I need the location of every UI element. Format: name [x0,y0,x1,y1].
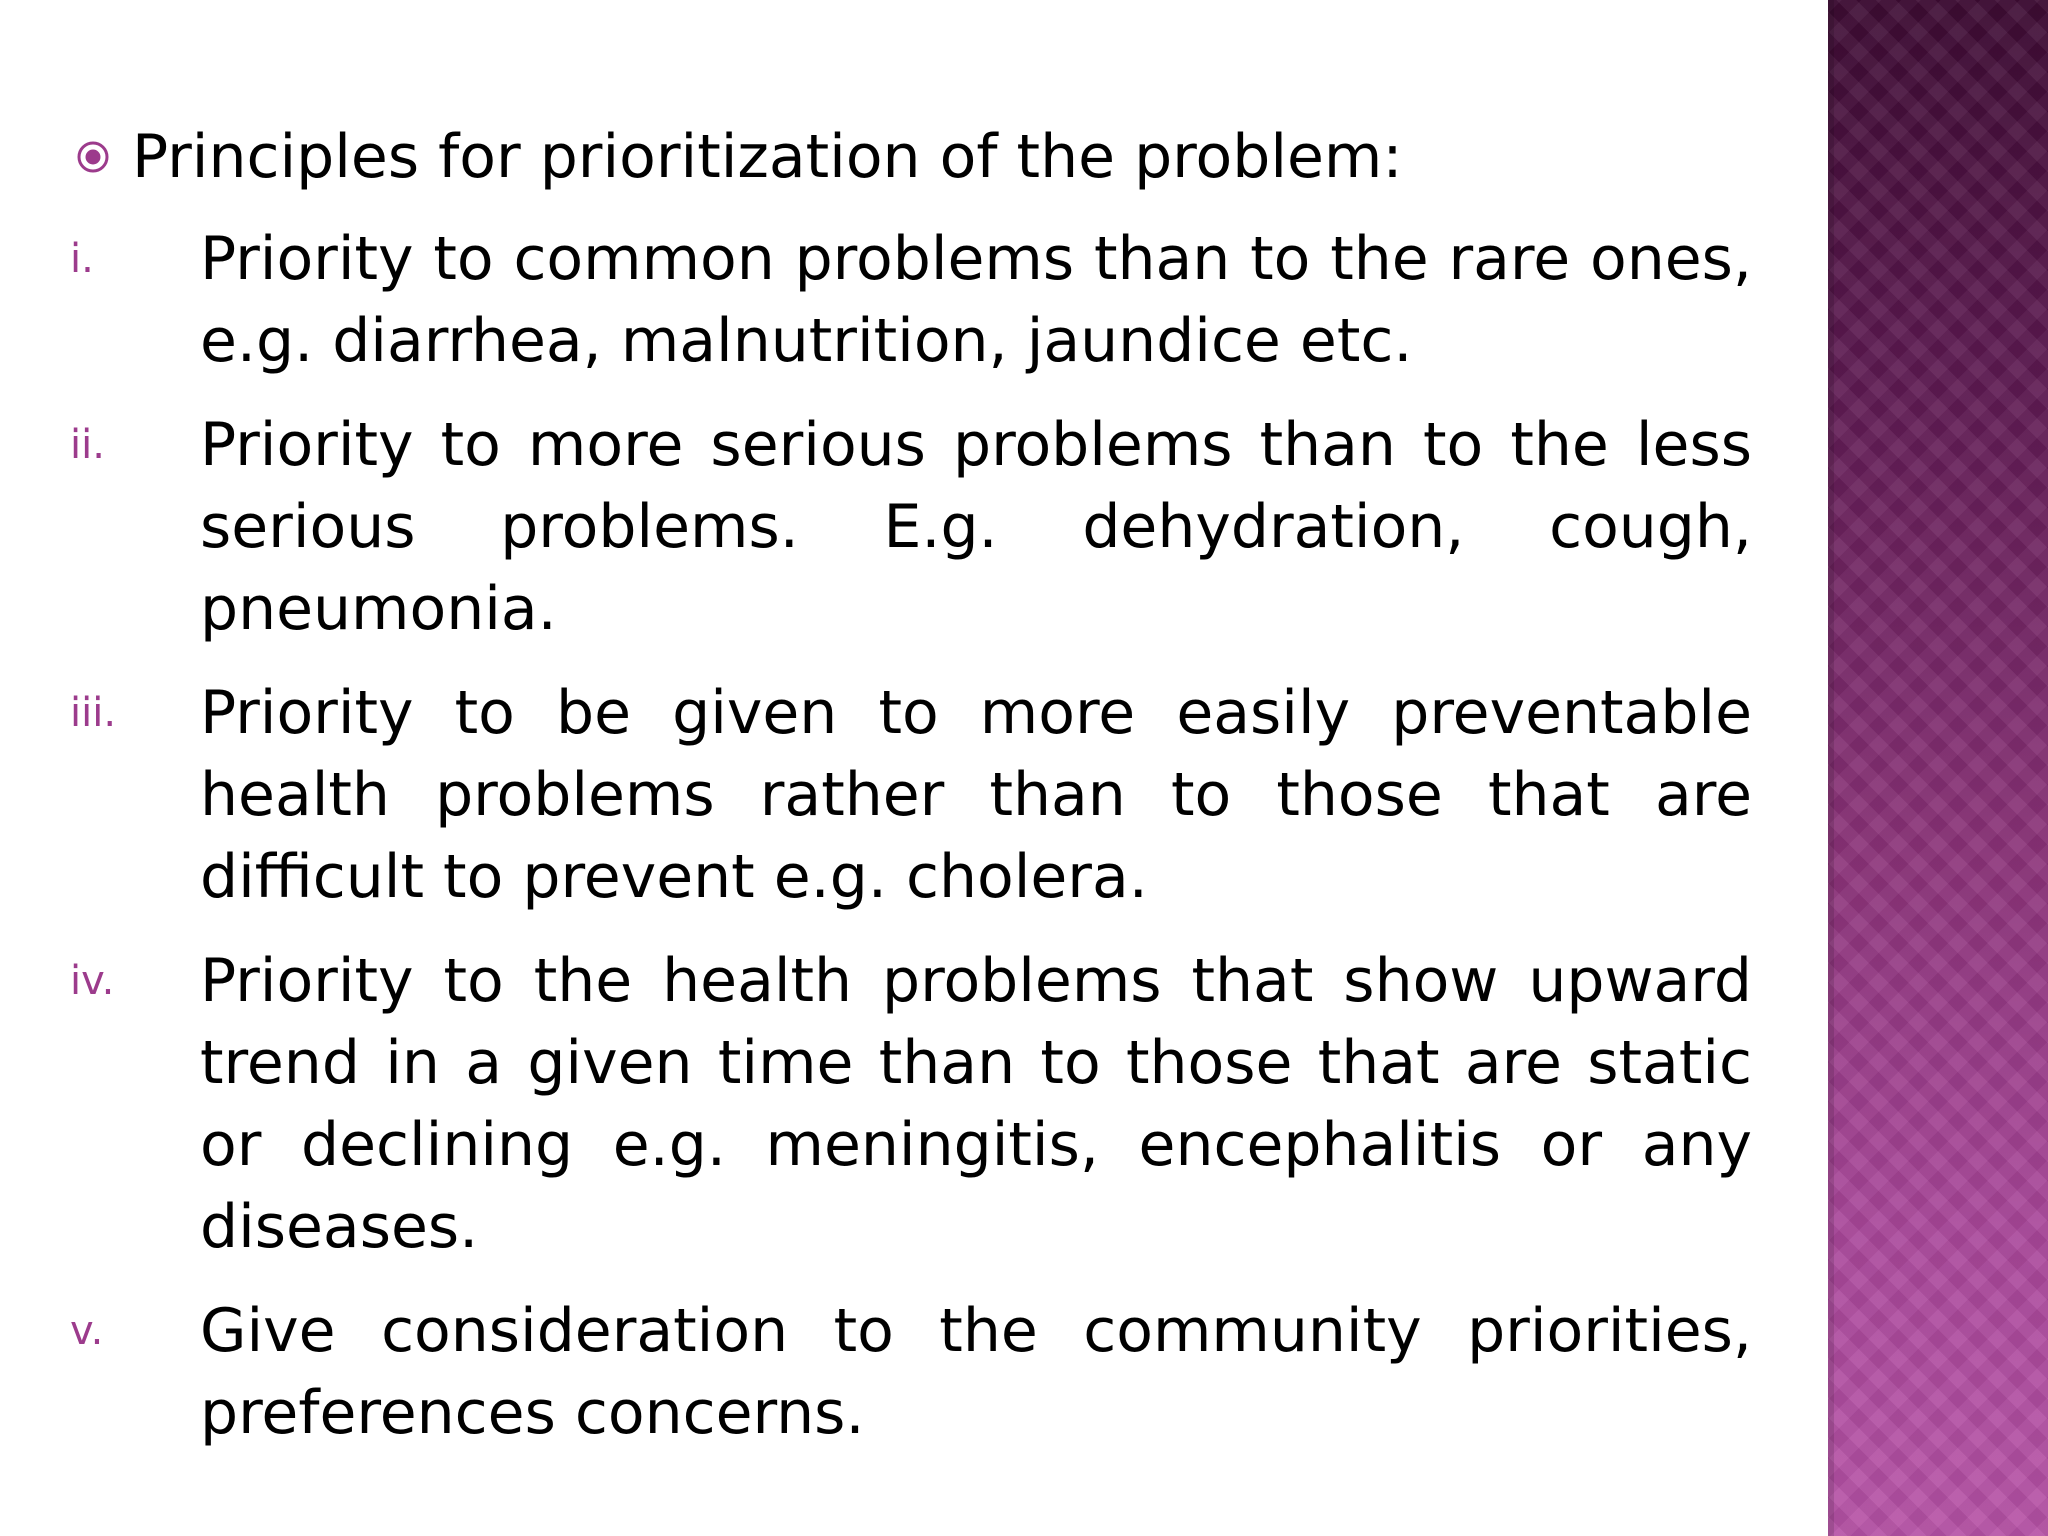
list-item-2 [70,404,1752,650]
list-item-text: Priority to common problems than to the rare ones, e.g. diarrhea, malnutrition, jaundice etc. [200,224,1752,376]
heading-row [70,118,1752,196]
slide-heading: Principles for prioritization of the problem: [132,122,1403,192]
side-bar-texture [1828,0,2048,1536]
list-item-text: Priority to the health problems that show upward trend in a given time than to those that are static or declining e.g. meningitis, encephalitis or any diseases. [200,946,1752,1262]
list-item-4 [70,940,1752,1268]
side-bar-edge [1828,0,1834,1536]
list-item-text: Give consideration to the community priorities, preferences concerns. [200,1296,1752,1448]
list-item-1 [70,218,1752,382]
slide-content [70,118,1752,1454]
list-numeral: v. [70,1308,104,1354]
list-numeral: i. [70,236,94,282]
list-item-5 [70,1290,1752,1454]
list-numeral: iv. [70,958,115,1004]
circle-bullet-icon [76,140,110,174]
list-numeral: iii. [70,690,117,736]
list-item-3 [70,672,1752,918]
list-item-text: Priority to be given to more easily preventable health problems rather than to those that are difficult to prevent e.g. cholera. [200,678,1752,912]
list-item-text: Priority to more serious problems than to the less serious problems. E.g. dehydration, cough, pneumonia. [200,410,1752,644]
decorative-side-bar [1828,0,2048,1536]
list-numeral: ii. [70,422,105,468]
